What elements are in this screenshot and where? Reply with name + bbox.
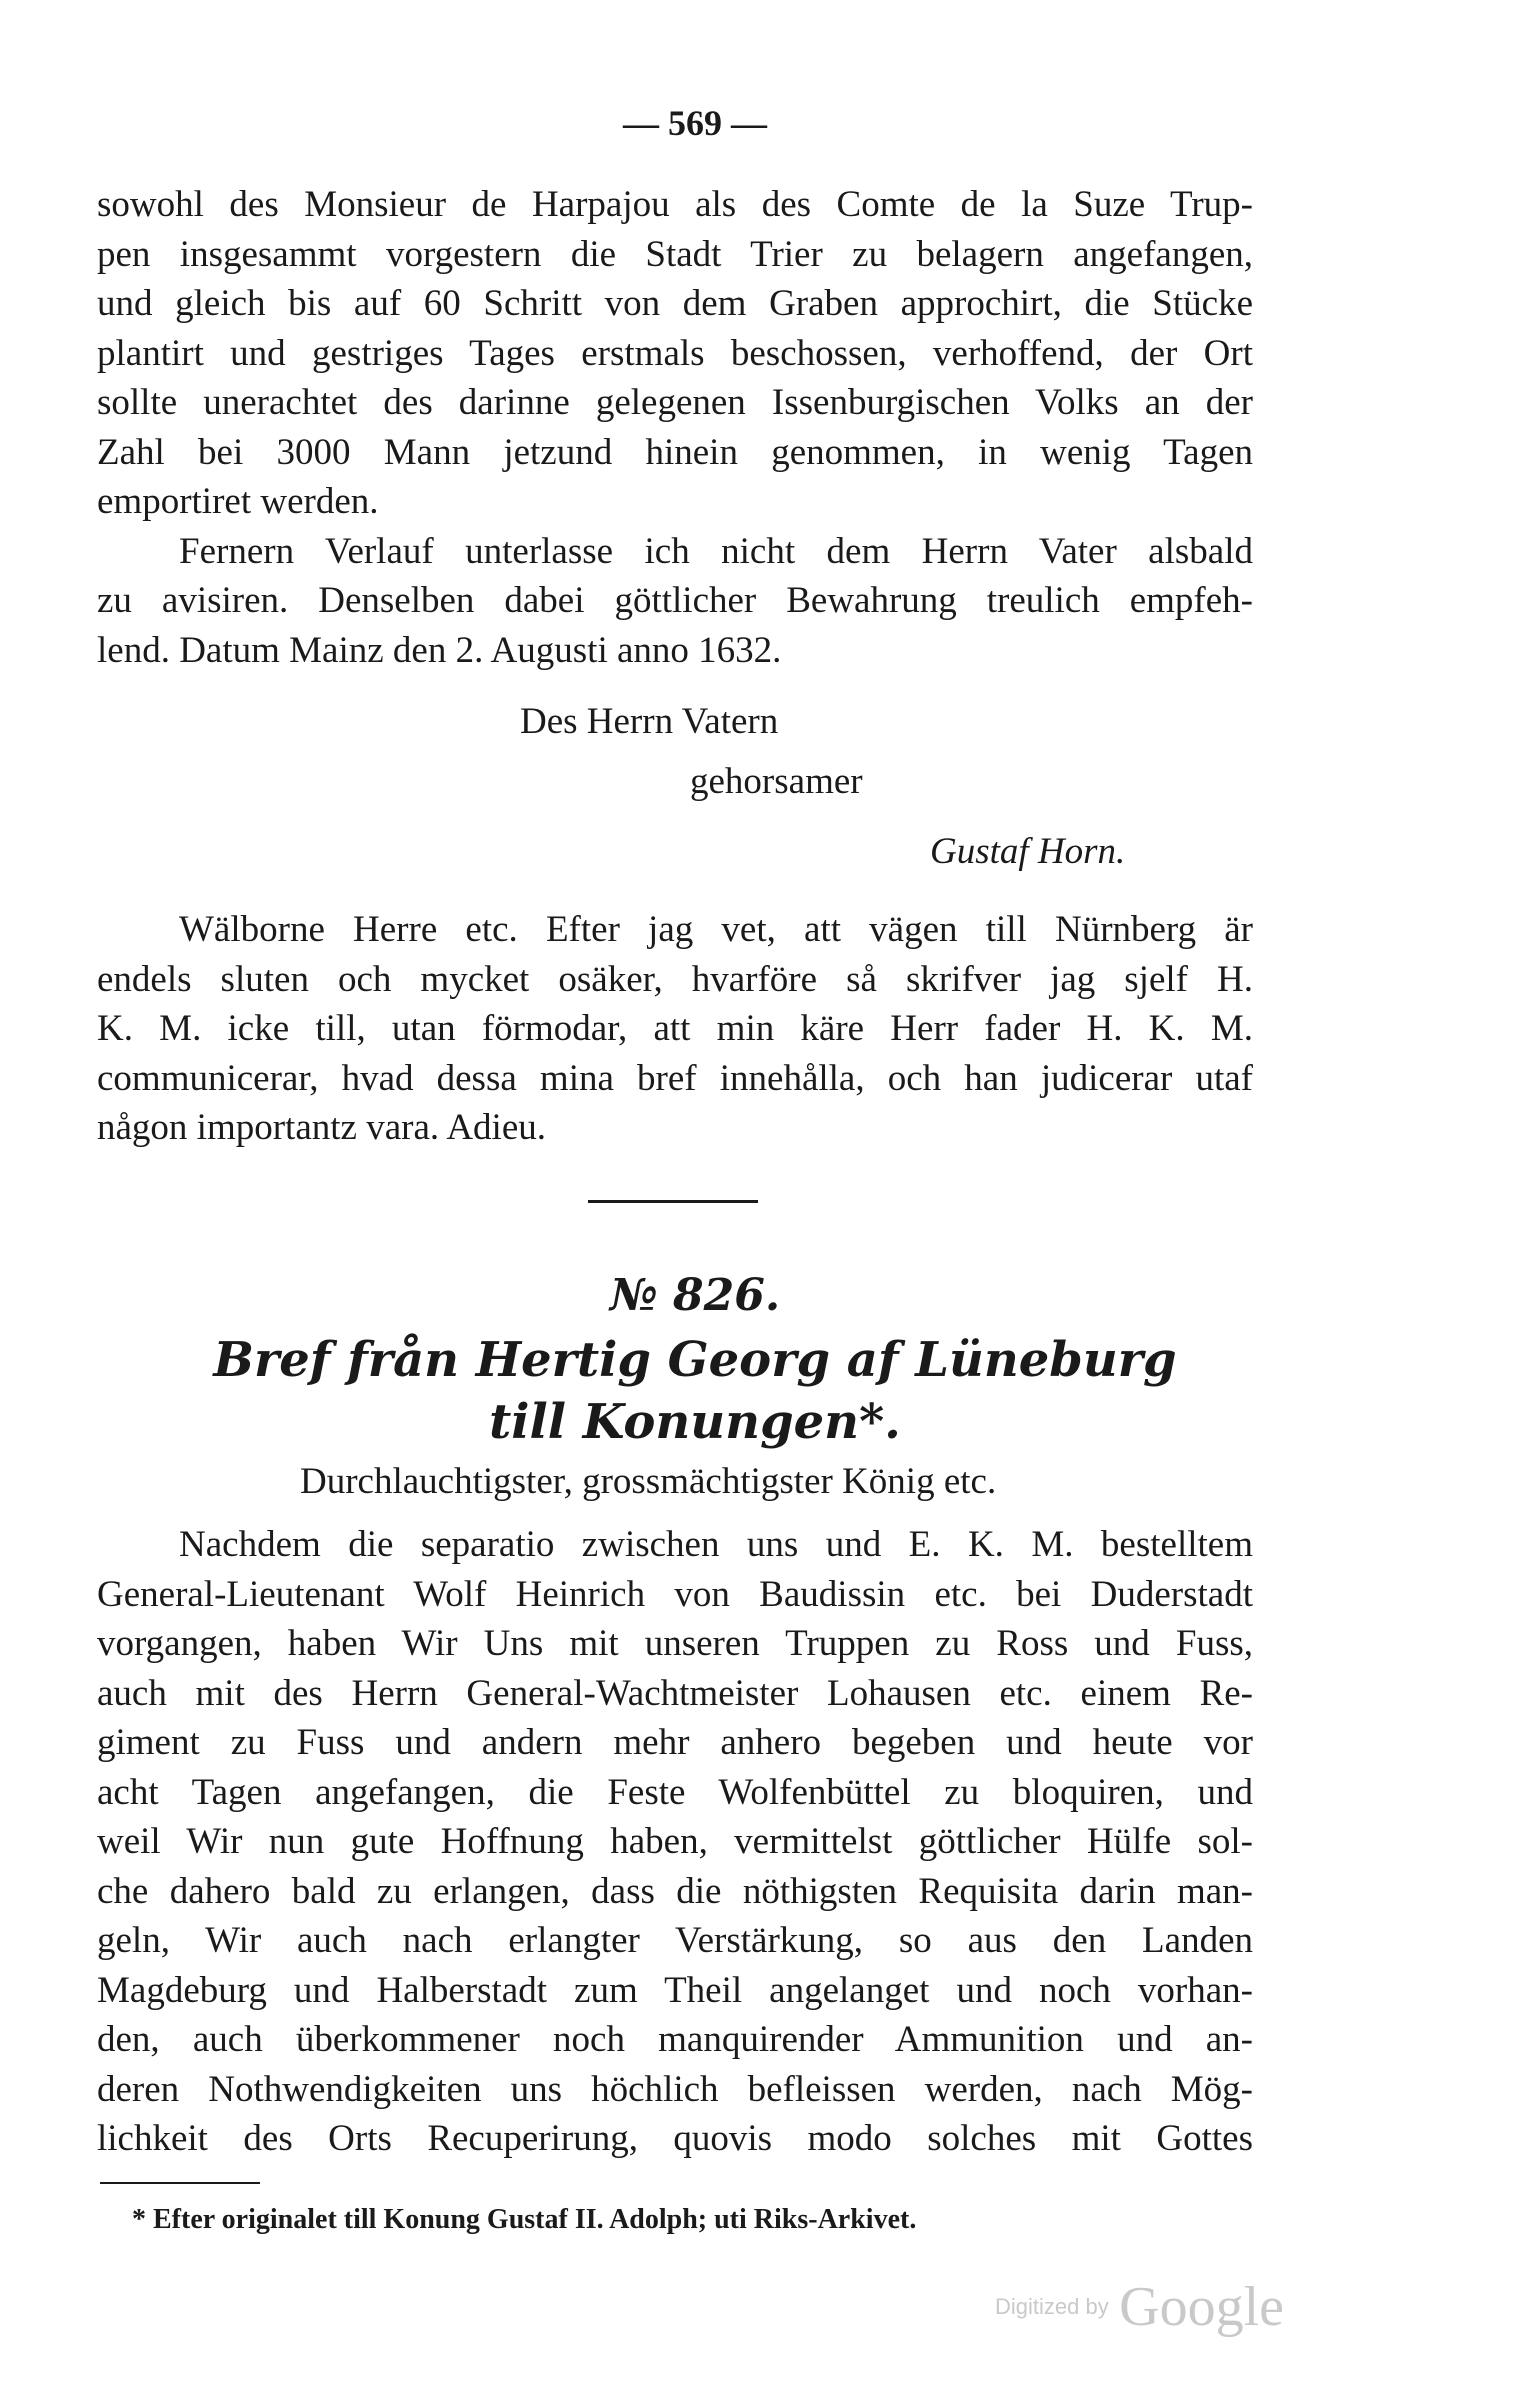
- text-line: sowohl des Monsieur de Harpajou als des Comte de la Suze Trup-: [97, 184, 1253, 225]
- digitized-by-google-watermark: [995, 2275, 1284, 2339]
- text-line: deren Nothwendigkeiten uns höchlich befleissen werden, nach Mög-: [97, 2068, 1253, 2110]
- text-line: sollte unerachtet des darinne gelegenen Issenburgischen Volks an der: [97, 382, 1253, 423]
- text-line: någon importantz vara. Adieu.: [97, 1107, 547, 1148]
- signature: Gustaf Horn.: [930, 831, 1126, 872]
- text-line: Nachdem die separatio zwischen uns und E. K. M. bestelltem: [179, 1524, 1253, 1565]
- text-line: geln, Wir auch nach erlangter Verstärkung, so aus den Landen: [97, 1920, 1253, 1961]
- text-line: che dahero bald zu erlangen, dass die nöthigsten Requisita darin man-: [97, 1870, 1253, 1912]
- google-logo: Google: [1119, 2276, 1285, 2338]
- text-line: Wälborne Herre etc. Efter jag vet, att vägen till Nürnberg är: [179, 909, 1253, 950]
- closing-line: gehorsamer: [690, 761, 863, 802]
- letter-826-body: [97, 1520, 1253, 2164]
- text-line: acht Tagen angefangen, die Feste Wolfenbüttel zu bloquiren, und: [97, 1771, 1253, 1813]
- text-line: endels sluten och mycket osäker, hvarföre så skrifver jag sjelf H.: [97, 958, 1253, 1000]
- text-line: weil Wir nun gute Hoffnung haben, vermittelst göttlicher Hülfe sol-: [97, 1821, 1253, 1862]
- footnote-rule: [100, 2182, 260, 2184]
- text-line: zu avisiren. Denselben dabei göttlicher Bewahrung treulich empfeh-: [97, 580, 1253, 621]
- salutation: Durchlauchtigster, grossmächtigster König etc.: [300, 1461, 997, 1502]
- text-line: emportiret werden.: [97, 481, 379, 522]
- postscript: [97, 905, 1253, 1153]
- section-divider: [588, 1200, 758, 1203]
- text-line: Magdeburg und Halberstadt zum Theil angelanget und noch vorhan-: [97, 1969, 1253, 2011]
- letter-title-continued: till Konungen*.: [489, 1394, 901, 1450]
- text-line: communicerar, hvad dessa mina bref innehålla, och han judicerar utaf: [97, 1057, 1253, 1099]
- text-line: Fernern Verlauf unterlasse ich nicht dem Herrn Vater alsbald: [179, 530, 1253, 572]
- text-line: General-Lieutenant Wolf Heinrich von Baudissin etc. bei Duderstadt: [97, 1573, 1253, 1615]
- text-line: K. M. icke till, utan förmodar, att min käre Herr fader H. K. M.: [97, 1008, 1253, 1049]
- text-line: pen insgesammt vorgestern die Stadt Trier zu belagern angefangen,: [97, 233, 1253, 275]
- text-line: plantirt und gestriges Tages erstmals beschossen, verhoffend, der Ort: [97, 332, 1253, 374]
- letter-title: Bref från Hertig Georg af Lüneburg: [213, 1332, 1177, 1388]
- text-line: lend. Datum Mainz den 2. Augusti anno 1632.: [97, 629, 782, 671]
- text-line: Zahl bei 3000 Mann jetzund hinein genommen, in wenig Tagen: [97, 431, 1253, 473]
- text-line: vorgangen, haben Wir Uns mit unseren Truppen zu Ross und Fuss,: [97, 1623, 1253, 1664]
- closing-line: Des Herrn Vatern: [520, 701, 779, 742]
- text-line: und gleich bis auf 60 Schritt von dem Graben approchirt, die Stücke: [97, 283, 1253, 324]
- text-line: lichkeit des Orts Recuperirung, quovis modo solches mit Gottes: [97, 2118, 1253, 2159]
- text-line: giment zu Fuss und andern mehr anhero begeben und heute vor: [97, 1722, 1253, 1763]
- letter-number: № 826.: [609, 1270, 781, 1321]
- text-line: den, auch überkommener noch manquirender Ammunition und an-: [97, 2019, 1253, 2060]
- footnote: * Efter originalet till Konung Gustaf II. Adolph; uti Riks-Arkivet.: [132, 2204, 917, 2235]
- page-number: — 569 —: [623, 103, 767, 143]
- watermark-prefix: Digitized by: [995, 2294, 1109, 2319]
- text-line: auch mit des Herrn General-Wachtmeister Lohausen etc. einem Re-: [97, 1672, 1253, 1714]
- letter-body: [97, 180, 1253, 675]
